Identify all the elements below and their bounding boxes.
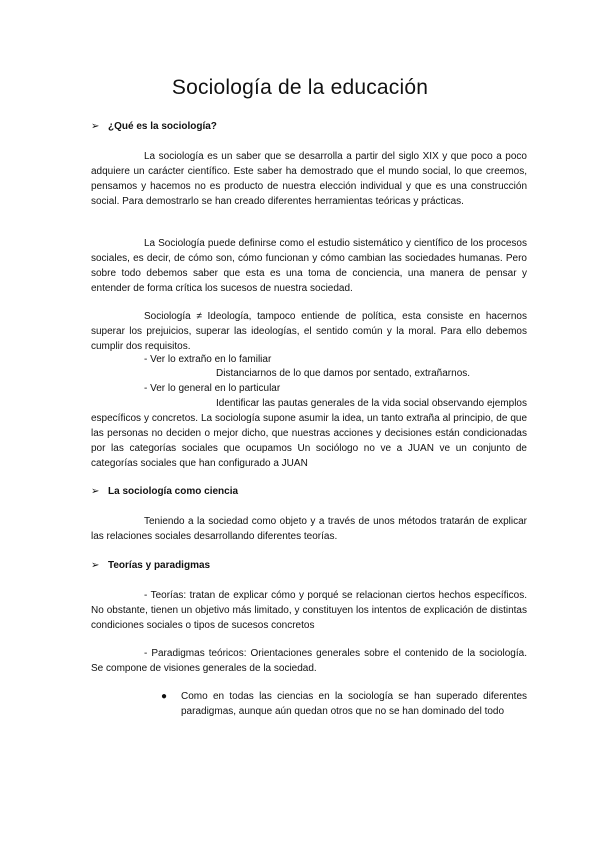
section-heading-que-es	[91, 121, 217, 132]
requisito-1: - Ver lo extraño en lo familiar	[144, 354, 272, 365]
requisito-2-detalle: Identificar las pautas generales de la vida social observando ejemplos específicos y concretos. La sociología supone asumir la idea, un tanto extraña al principio, de que las personas no deciden o mejor dicho, que nuestras acciones y decisiones están condicionadas por las categorías sociales que ocupamos Un sociólogo no ve a JUAN ve un conjunto de categorías sociales que han configurado a JUAN	[91, 398, 527, 469]
paragraph-ciencia: Teniendo a la sociedad como objeto y a través de unos métodos tratarán de explicar las relaciones sociales desarrollando diferentes teorías.	[91, 516, 527, 542]
section-heading-label: ¿Qué es la sociología?	[108, 121, 217, 132]
bullet-item-paradigmas	[161, 689, 527, 719]
requisito-1-detalle: Distanciarnos de lo que damos por sentado, extrañarnos.	[216, 368, 471, 379]
section-heading-label: Teorías y paradigmas	[108, 560, 211, 571]
arrow-bullet-icon: ➢	[91, 486, 100, 497]
arrow-bullet-icon: ➢	[91, 121, 100, 132]
requisito-2: - Ver lo general en lo particular	[144, 383, 281, 394]
bullet-item-text: Como en todas las ciencias en la sociología se han superado diferentes paradigmas, aunque aún quedan otros que no se han dominado del todo	[181, 691, 527, 717]
paragraph-sociologia-ideologia: Sociología ≠ Ideología, tampoco entiende de política, esta consiste en hacernos superar los prejuicios, superar las ideologías, el sentido común y la moral. Para ello debemos cumplir dos requisitos.	[91, 311, 527, 352]
arrow-bullet-icon: ➢	[91, 560, 100, 571]
page-title: Sociología de la educación	[171, 76, 429, 99]
paragraph-definicion-estudio: La Sociología puede definirse como el estudio sistemático y científico de los procesos sociales, es decir, de cómo son, cómo funcionan y cómo cambian las sociedades humanas. Pero sobre todo debemos saber que esta es una toma de conciencia, una manera de pensar y entender de forma crítica los sucesos de nuestra sociedad.	[91, 238, 527, 294]
paragraph-teorias: - Teorías: tratan de explicar cómo y porqué se relacionan ciertos hechos específicos. No obstante, tienen un objetivo más limitado, y constituyen los intentos de explicación de distintas condiciones sociales o tipos de sucesos concretos	[91, 590, 527, 631]
paragraph-paradigmas: - Paradigmas teóricos: Orientaciones generales sobre el contenido de la sociología. Se compone de visiones generales de la sociedad.	[91, 648, 527, 674]
section-heading-ciencia	[91, 486, 238, 497]
paragraph-definicion-saber: La sociología es un saber que se desarrolla a partir del siglo XIX y que poco a poco adquiere un carácter científico. Este saber ha demostrado que el mundo social, lo que creemos, pensamos y hacemos no es producto de nuestra elección individual y que es una construcción social. Para demostrarlo se han creado diferentes herramientas teóricas y prácticas.	[91, 151, 527, 207]
section-heading-teorias	[91, 560, 210, 571]
section-heading-label: La sociología como ciencia	[108, 486, 239, 497]
bullet-dot-icon: ●	[161, 691, 168, 702]
